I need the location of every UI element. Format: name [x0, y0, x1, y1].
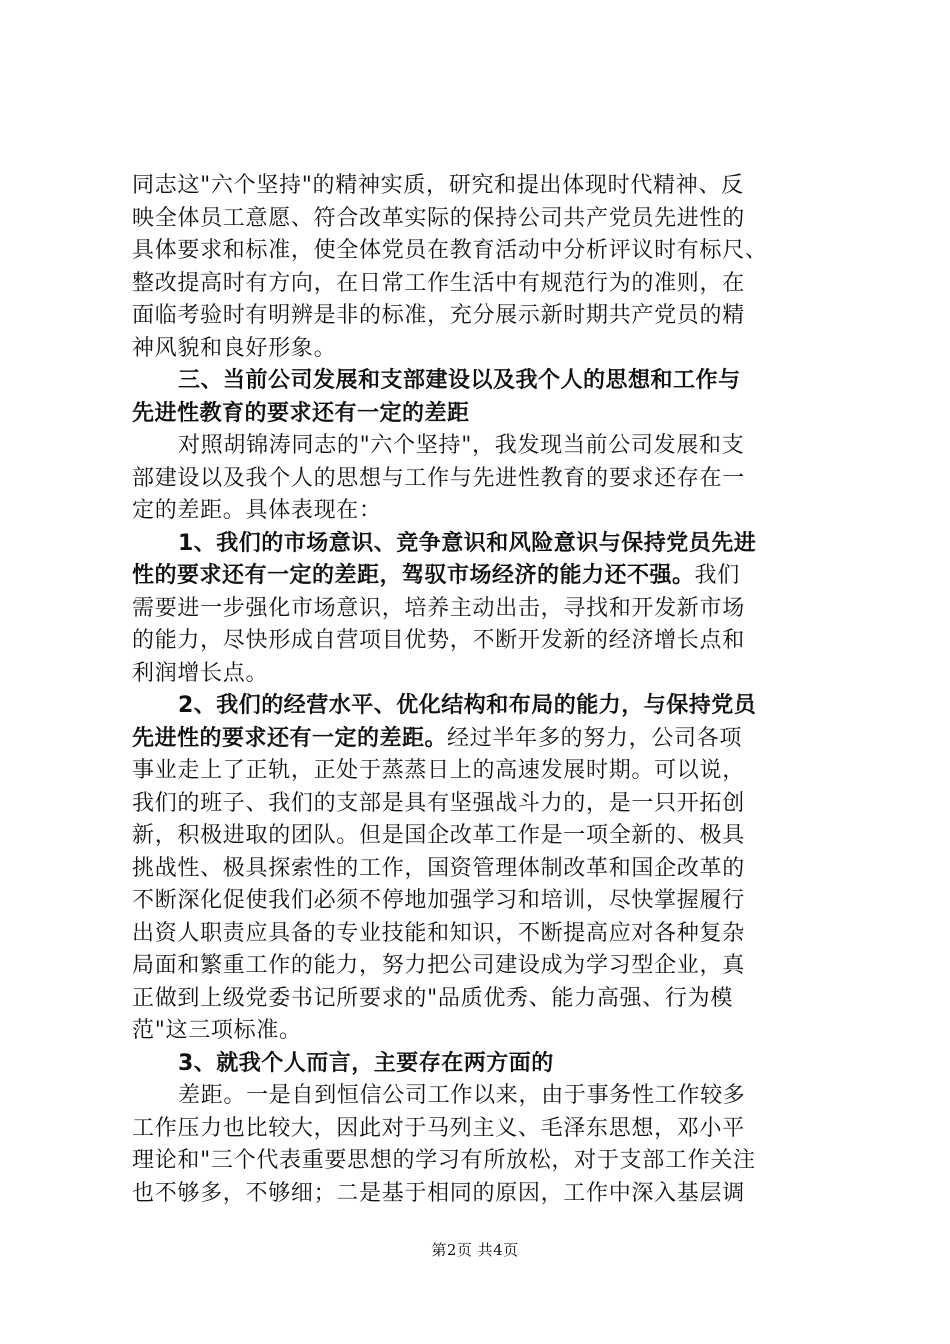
page-number-label: 第2页 共4页: [431, 1241, 519, 1259]
text-line: [132, 885, 832, 918]
text-line: [132, 593, 832, 626]
text-segment: 事业走上了正轨，正处于蒸蒸日上的高速发展时期。可以说，: [132, 758, 745, 783]
text-line: [132, 1048, 832, 1081]
text-line: [132, 950, 832, 983]
text-segment: 工作压力也比较大，因此对于马列主义、毛泽东思想，邓小平: [132, 1115, 745, 1141]
text-line: [132, 983, 832, 1016]
text-line: [132, 333, 832, 366]
text-line: [132, 1015, 832, 1048]
text-line: [132, 528, 832, 561]
text-line: [132, 300, 832, 333]
text-segment: 经过半年多的努力，公司各项: [447, 725, 743, 751]
text-segment: 不断深化促使我们必须不停地加强学习和培训，尽快掌握履行: [132, 888, 745, 913]
text-line: [132, 918, 832, 951]
text-line: [132, 235, 832, 268]
text-segment: 挑战性、极具探索性的工作，国资管理体制改革和国企改革的: [132, 855, 745, 881]
bold-text-segment: 1、我们的市场意识、竞争意识和风险意识与保持党员先进: [178, 530, 757, 556]
bold-text-segment: 性的要求还有一定的差距，驾驭市场经济的能力还不强。: [132, 563, 695, 588]
text-line: [132, 625, 832, 658]
text-segment: 出资人职责应具备的专业技能和知识，不断提高应对各种复杂: [132, 920, 745, 946]
text-segment: 面临考验时有明辨是非的标准，充分展示新时期共产党员的精: [132, 303, 745, 328]
text-segment: 需要进一步强化市场意识，培养主动出击，寻找和开发新市场: [132, 595, 745, 621]
text-segment: 同志这"六个坚持"的精神实质，研究和提出体现时代精神、反: [132, 173, 744, 198]
text-line: [132, 755, 832, 788]
text-line: [132, 820, 832, 853]
text-line: [132, 723, 832, 756]
text-segment: 也不够多，不够细；二是基于相同的原因，工作中深入基层调: [132, 1180, 745, 1206]
text-line: [132, 463, 832, 496]
text-segment: 我们: [694, 563, 740, 588]
text-line: [132, 430, 832, 463]
text-line: [132, 398, 832, 431]
text-line: [132, 1178, 832, 1211]
bold-text-segment: 3、就我个人而言，主要存在两方面的: [178, 1050, 554, 1076]
text-segment: 对照胡锦涛同志的"六个坚持"，我发现当前公司发展和支: [178, 433, 745, 458]
text-segment: 整改提高时有方向，在日常工作生活中有规范行为的准则，在: [132, 270, 745, 296]
bold-text-segment: 三、当前公司发展和支部建设以及我个人的思想和工作与: [178, 368, 741, 393]
text-segment: 的能力，尽快形成自营项目优势，不断开发新的经济增长点和: [132, 628, 745, 653]
page-footer: [0, 1240, 950, 1260]
text-segment: 具体要求和标准，使全体党员在教育活动中分析评议时有标尺、: [132, 238, 768, 263]
text-line: [132, 788, 832, 821]
bold-text-segment: 先进性的要求还有一定的差距。: [132, 725, 448, 751]
text-line: [132, 1113, 832, 1146]
text-segment: 正做到上级党委书记所要求的"品质优秀、能力高强、行为模: [132, 985, 734, 1011]
text-segment: 定的差距。具体表现在：: [132, 498, 382, 523]
text-line: [132, 1145, 832, 1178]
bold-text-segment: 2、我们的经营水平、优化结构和布局的能力，与保持党员: [178, 693, 757, 718]
bold-text-segment: 先进性教育的要求还有一定的差距: [132, 400, 470, 426]
text-line: [132, 1080, 832, 1113]
text-line: [132, 853, 832, 886]
text-segment: 范"这三项标准。: [132, 1018, 302, 1043]
text-line: [132, 365, 832, 398]
text-segment: 映全体员工意愿、符合改革实际的保持公司共产党员先进性的: [132, 205, 745, 231]
text-segment: 差距。一是自到恒信公司工作以来，由于事务性工作较多: [178, 1083, 746, 1108]
text-line: [132, 690, 832, 723]
text-segment: 新，积极进取的团队。但是国企改革工作是一项全新的、极具: [132, 823, 745, 848]
text-line: [132, 495, 832, 528]
text-line: [132, 658, 832, 691]
text-segment: 局面和繁重工作的能力，努力把公司建设成为学习型企业，真: [132, 953, 745, 978]
text-line: [132, 203, 832, 236]
text-segment: 神风貌和良好形象。: [132, 335, 337, 361]
text-segment: 理论和"三个代表重要思想的学习有所放松，对于支部工作关注: [132, 1148, 756, 1173]
text-segment: 我们的班子、我们的支部是具有坚强战斗力的，是一只开拓创: [132, 790, 745, 816]
text-line: [132, 170, 832, 203]
text-line: [132, 560, 832, 593]
document-body: [132, 170, 832, 1210]
text-line: [132, 268, 832, 301]
text-segment: 部建设以及我个人的思想与工作与先进性教育的要求还存在一: [132, 465, 745, 491]
text-segment: 利润增长点。: [132, 660, 269, 686]
